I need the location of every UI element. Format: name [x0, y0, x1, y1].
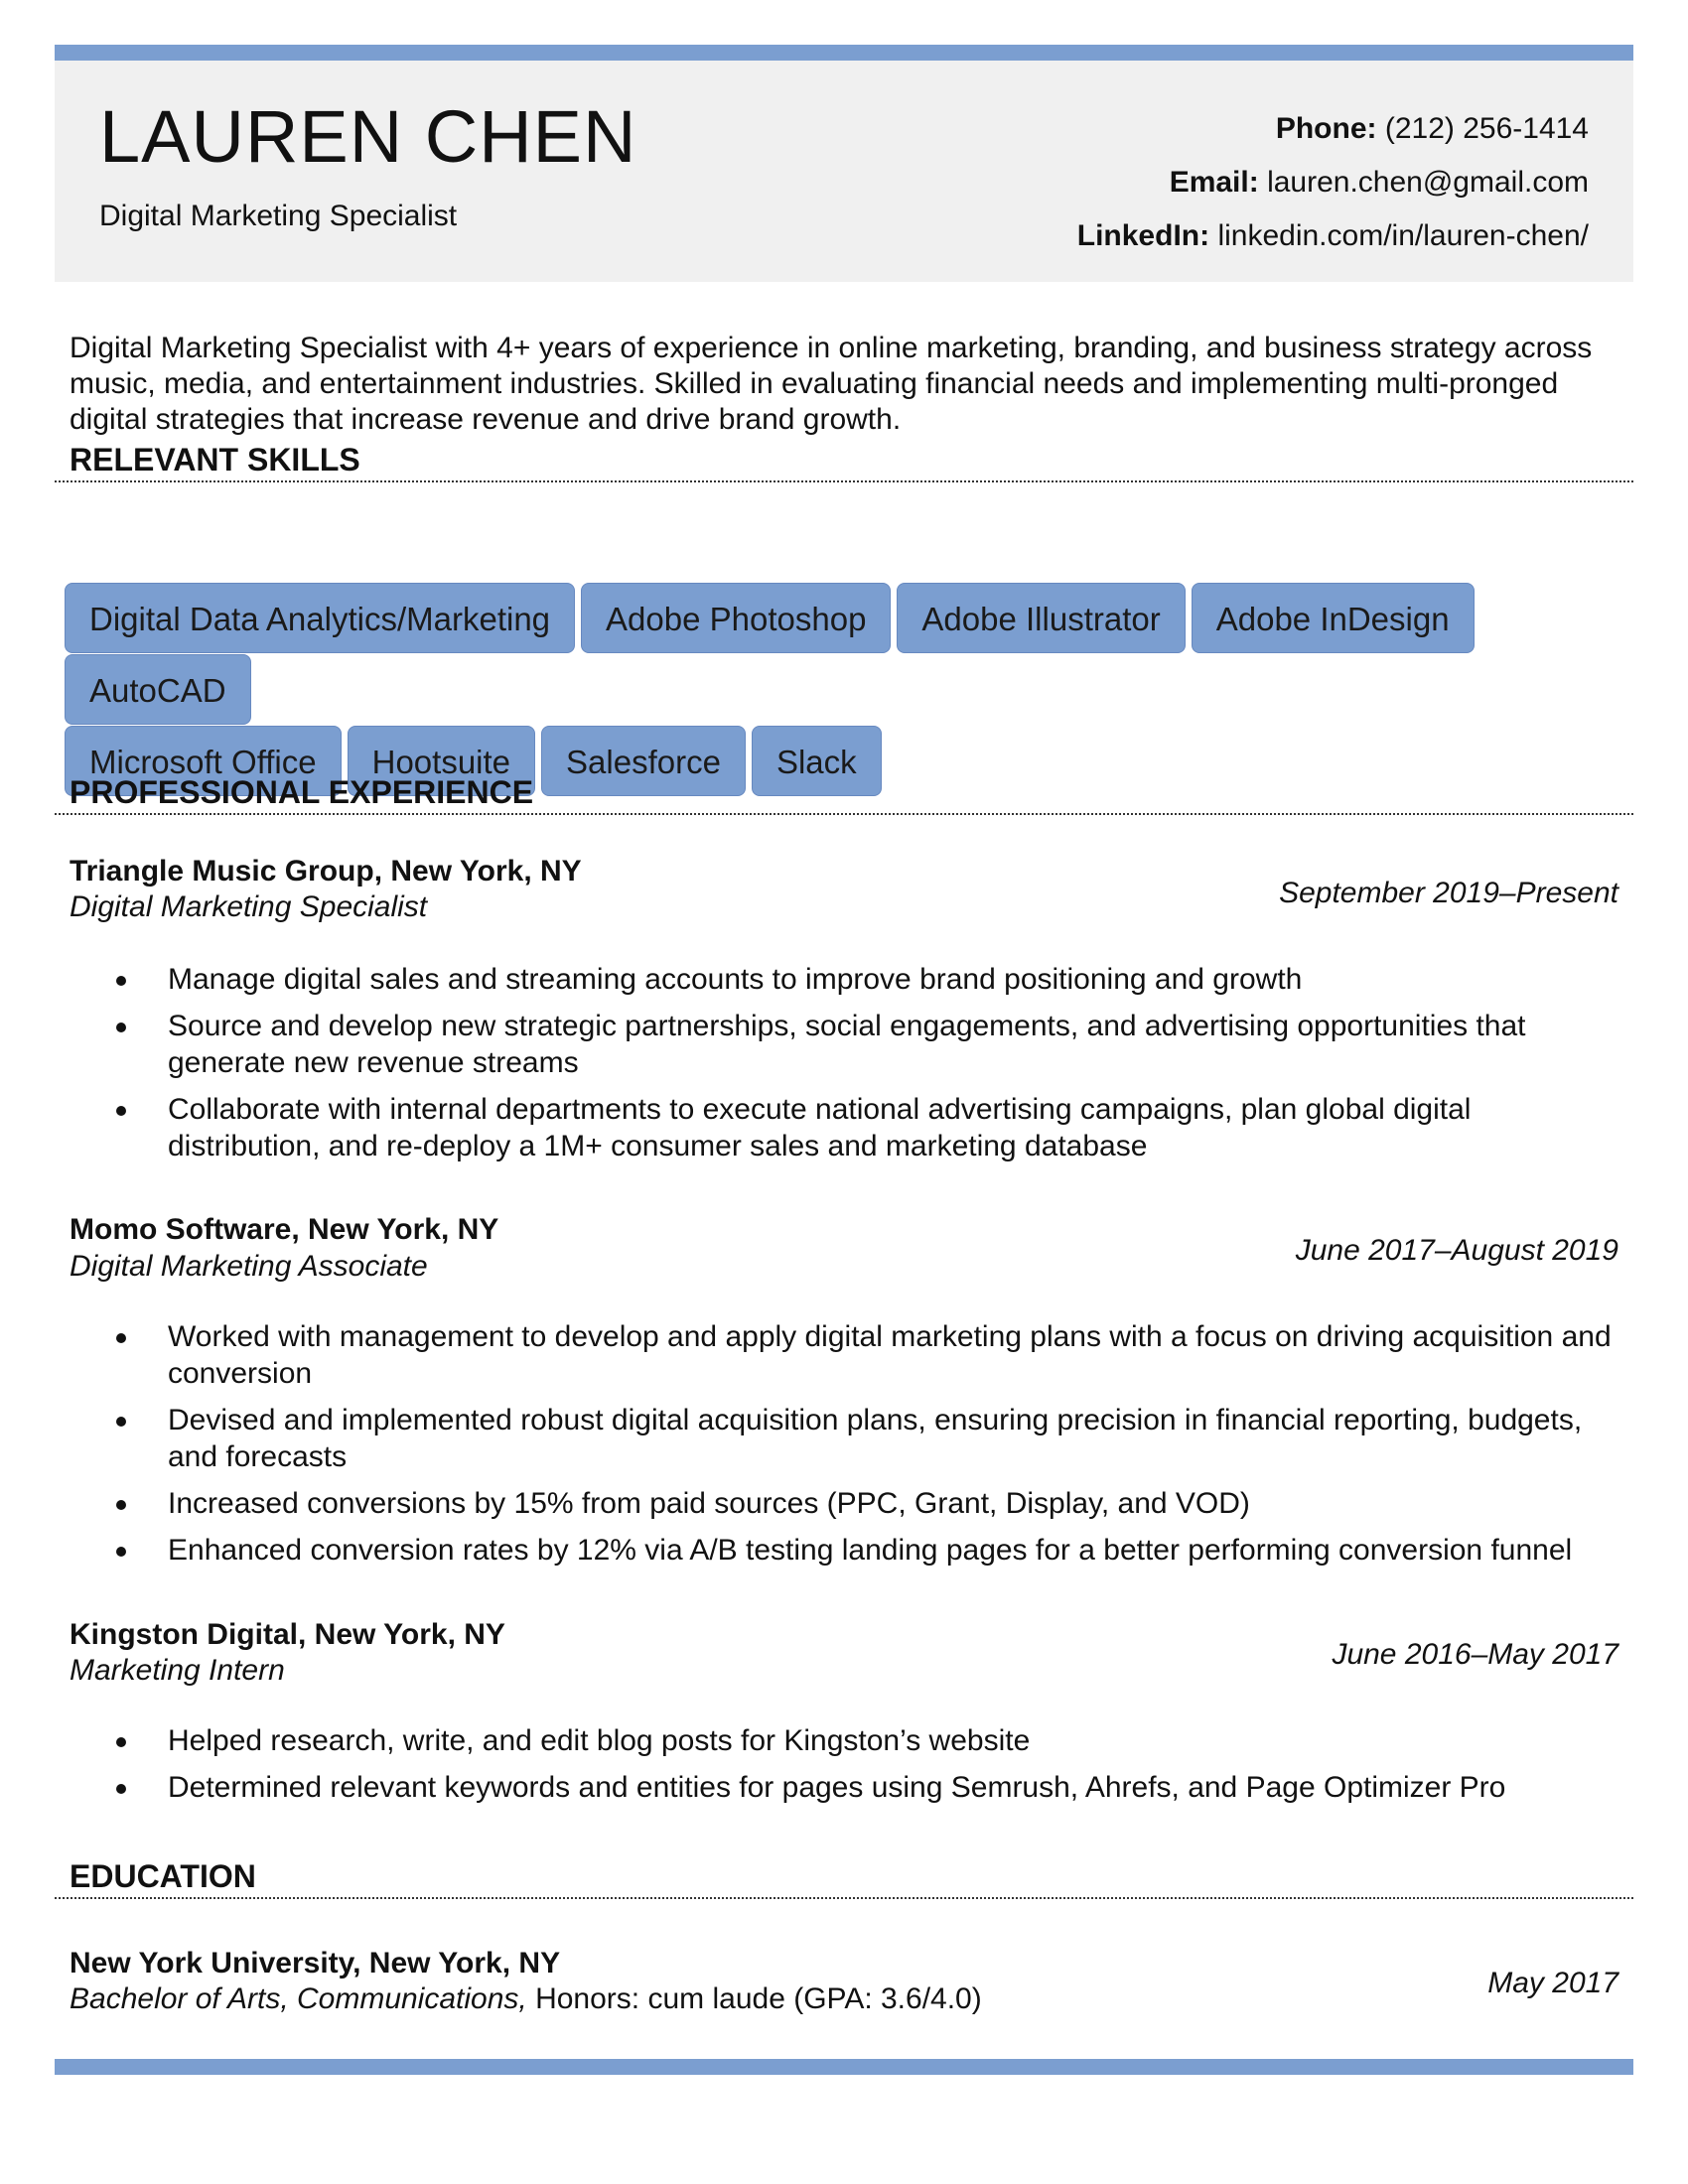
skill-tag: Digital Data Analytics/Marketing	[65, 583, 575, 653]
skill-tag: Adobe Illustrator	[897, 583, 1185, 653]
bullet-icon	[116, 1417, 126, 1427]
bullet-text: Source and develop new strategic partnerships, social engagements, and advertising opportunities that generate new revenue streams	[168, 1010, 1526, 1079]
bullet-item	[70, 1485, 1628, 1522]
contact-phone-value: (212) 256-1414	[1384, 112, 1589, 145]
skills-list	[65, 583, 1633, 797]
contact-phone-label: Phone:	[1275, 112, 1377, 145]
top-accent-rule	[55, 45, 1633, 61]
contact-email-label: Email:	[1169, 166, 1259, 199]
bullet-text: Devised and implemented robust digital acquisition plans, ensuring precision in financial reporting, budgets, and forecasts	[168, 1404, 1583, 1473]
professional-summary: Digital Marketing Specialist with 4+ years of experience in online marketing, branding, and business strategy across music, media, and entertainment industries. Skilled in evaluating financial needs and implementing multi-pronged digital strategies that increase revenue and drive brand growth.	[70, 332, 1593, 436]
bullet-icon	[116, 1737, 126, 1747]
contact-linkedin	[1077, 209, 1589, 263]
education-section-rule	[55, 1897, 1633, 1899]
candidate-name: LAUREN CHEN	[99, 95, 637, 178]
skills-section-title: RELEVANT SKILLS	[70, 442, 360, 478]
contact-email	[1077, 156, 1589, 209]
bullet-item	[70, 1091, 1628, 1164]
bullet-icon	[116, 1333, 126, 1343]
contact-block	[1077, 102, 1589, 263]
education-section-title: EDUCATION	[70, 1858, 256, 1894]
job-title: Digital Marketing Associate	[70, 1250, 428, 1283]
job-dates: September 2019–Present	[1279, 877, 1618, 909]
experience-section-title: PROFESSIONAL EXPERIENCE	[70, 774, 534, 810]
bullet-item	[70, 1318, 1628, 1392]
bottom-accent-rule	[55, 2059, 1633, 2075]
bullet-text: Manage digital sales and streaming accounts to improve brand positioning and growth	[168, 963, 1303, 996]
skill-tag: Adobe Photoshop	[581, 583, 891, 653]
contact-phone	[1077, 102, 1589, 156]
job-title: Digital Marketing Specialist	[70, 890, 428, 923]
job-bullets	[70, 1318, 1628, 1578]
contact-linkedin-value[interactable]: linkedin.com/in/lauren-chen/	[1217, 219, 1589, 252]
contact-linkedin-label: LinkedIn:	[1076, 219, 1210, 252]
skill-tag: Adobe InDesign	[1192, 583, 1475, 653]
resume-header	[55, 61, 1633, 282]
bullet-icon	[116, 1023, 126, 1032]
bullet-icon	[116, 1500, 126, 1510]
job-bullets	[70, 1722, 1628, 1816]
degree-honors: Honors: cum laude (GPA: 3.6/4.0)	[526, 1982, 982, 2015]
education-degree	[70, 1984, 982, 2014]
bullet-text: Enhanced conversion rates by 12% via A/B testing landing pages for a better performing conversion funnel	[168, 1534, 1573, 1567]
bullet-text: Determined relevant keywords and entities for pages using Semrush, Ahrefs, and Page Optimizer Pro	[168, 1771, 1506, 1804]
degree-name: Bachelor of Arts, Communications,	[70, 1982, 527, 2015]
contact-email-value[interactable]: lauren.chen@gmail.com	[1267, 166, 1589, 199]
bullet-icon	[116, 1547, 126, 1557]
job-company: Kingston Digital, New York, NY	[70, 1618, 505, 1651]
bullet-item	[70, 961, 1628, 998]
job-dates: June 2016–May 2017	[1332, 1638, 1618, 1671]
skill-tag: Salesforce	[541, 726, 746, 796]
bullet-item	[70, 1532, 1628, 1569]
bullet-text: Increased conversions by 15% from paid sources (PPC, Grant, Display, and VOD)	[168, 1487, 1250, 1520]
bullet-item	[70, 1008, 1628, 1081]
bullet-text: Collaborate with internal departments to execute national advertising campaigns, plan global digital distribution, and re-deploy a 1M+ consumer sales and marketing database	[168, 1093, 1472, 1162]
bullet-item	[70, 1769, 1628, 1806]
candidate-role: Digital Marketing Specialist	[99, 200, 458, 232]
skill-tag: Slack	[752, 726, 882, 796]
bullet-text: Worked with management to develop and apply digital marketing plans with a focus on driving acquisition and conversion	[168, 1320, 1612, 1390]
education-school: New York University, New York, NY	[70, 1947, 561, 1979]
job-title: Marketing Intern	[70, 1654, 285, 1687]
bullet-text: Helped research, write, and edit blog posts for Kingston’s website	[168, 1724, 1031, 1757]
skill-tag: AutoCAD	[65, 654, 251, 725]
skill-tag: Microsoft Office	[65, 726, 342, 796]
job-company: Momo Software, New York, NY	[70, 1213, 499, 1246]
skill-tag: Hootsuite	[348, 726, 535, 796]
experience-section-rule	[55, 813, 1633, 815]
skills-section-rule	[55, 480, 1633, 482]
job-company: Triangle Music Group, New York, NY	[70, 855, 582, 887]
bullet-icon	[116, 1784, 126, 1794]
bullet-item	[70, 1722, 1628, 1759]
education-date: May 2017	[1487, 1967, 1618, 1999]
job-dates: June 2017–August 2019	[1295, 1234, 1618, 1267]
job-bullets	[70, 961, 1628, 1174]
bullet-icon	[116, 976, 126, 986]
bullet-icon	[116, 1106, 126, 1116]
bullet-item	[70, 1402, 1628, 1475]
